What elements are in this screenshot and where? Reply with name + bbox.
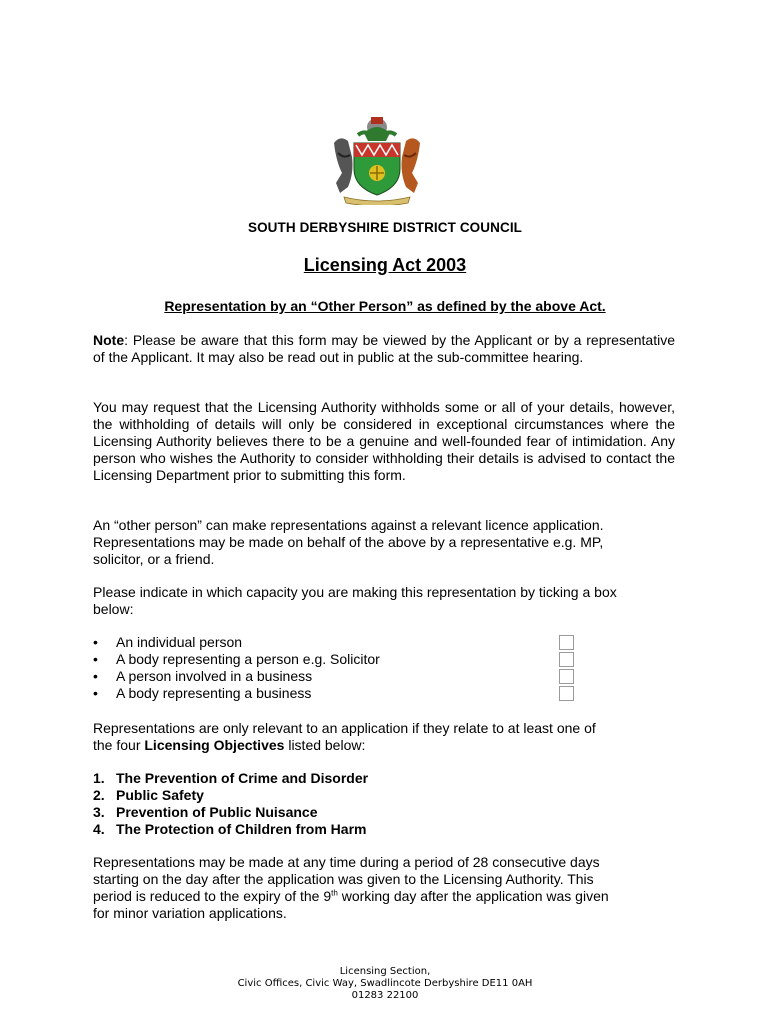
note-paragraph (93, 332, 675, 366)
capacity-option-body-person (93, 651, 593, 668)
capacity-option-label: An individual person (116, 634, 243, 650)
withhold-paragraph: You may request that the Licensing Authority withholds some or all of your details, however, the withholding of details will only be considered in exceptional circumstances where the Licensing Authority believes there to be a genuine and well-founded fear of intimidation. Any person who wishes the Authority to consider withholding their details is advised to contact the Licensing Department prior to submitting this form. (93, 399, 675, 483)
footer-phone: 01283 22100 (351, 990, 419, 1001)
timing-line (93, 888, 675, 905)
other-person-line: Representations may be made on behalf of the above by a representative e.g. MP, (93, 534, 604, 550)
objective-text: The Prevention of Crime and Disorder (116, 770, 369, 786)
capacity-instruction (93, 584, 675, 618)
checkbox-body-representing-person[interactable] (559, 652, 574, 667)
page-footer (0, 966, 770, 1002)
objective-text: Public Safety (116, 787, 204, 803)
note-label: Note (93, 332, 125, 348)
capacity-option-label: A body representing a business (116, 685, 312, 701)
objective-text: The Protection of Children from Harm (116, 821, 367, 837)
objective-item (93, 821, 368, 838)
capacity-option-body-business (93, 685, 593, 702)
bullet: • (93, 634, 98, 650)
footer-section: Licensing Section, (339, 966, 431, 977)
objectives-intro-text: the four (93, 737, 145, 753)
checkbox-individual-person[interactable] (559, 635, 574, 650)
act-title: Licensing Act 2003 (303, 255, 467, 275)
other-person-line: solicitor, or a friend. (93, 551, 215, 567)
objective-number: 1. (93, 770, 105, 786)
objective-number: 3. (93, 804, 105, 820)
objectives-intro-line: Representations are only relevant to an application if they relate to at least one of (93, 720, 596, 736)
timing-paragraph (93, 854, 675, 922)
other-person-line: An “other person” can make representations against a relevant licence application. (93, 517, 604, 533)
capacity-options-list (93, 634, 593, 702)
form-subtitle: Representation by an “Other Person” as defined by the above Act. (164, 298, 606, 314)
ordinal-suffix: th (331, 888, 338, 898)
council-coat-of-arms-icon (326, 113, 428, 205)
licensing-objectives-term: Licensing Objectives (144, 737, 285, 753)
objective-number: 2. (93, 787, 105, 803)
objective-item (93, 804, 368, 821)
timing-text: period is reduced to the expiry of the 9 (93, 888, 332, 904)
capacity-option-business-person (93, 668, 593, 685)
checkbox-body-representing-business[interactable] (559, 686, 574, 701)
timing-line: for minor variation applications. (93, 905, 287, 921)
objective-item (93, 787, 368, 804)
objective-text: Prevention of Public Nuisance (116, 804, 318, 820)
capacity-instruction-line: below: (93, 601, 134, 617)
capacity-option-individual (93, 634, 593, 651)
bullet: • (93, 685, 98, 701)
objectives-intro-text: listed below: (284, 737, 366, 753)
checkbox-person-in-business[interactable] (559, 669, 574, 684)
timing-line: starting on the day after the application was given to the Licensing Authority. This (93, 871, 594, 887)
licensing-objectives-list (93, 770, 368, 838)
council-name: SOUTH DERBYSHIRE DISTRICT COUNCIL (247, 220, 523, 235)
timing-text: working day after the application was given (337, 888, 609, 904)
capacity-option-label: A body representing a person e.g. Solicitor (116, 651, 380, 667)
objectives-intro (93, 720, 675, 754)
note-text: : Please be aware that this form may be viewed by the Applicant or by a representative of the Applicant. It may also be read out in public at the sub-committee hearing. (93, 332, 675, 365)
other-person-paragraph (93, 517, 675, 568)
objectives-intro-line (93, 737, 675, 754)
capacity-instruction-line: Please indicate in which capacity you are making this representation by ticking a box (93, 584, 617, 600)
timing-line: Representations may be made at any time during a period of 28 consecutive days (93, 854, 600, 870)
objective-item (93, 770, 368, 787)
bullet: • (93, 651, 98, 667)
bullet: • (93, 668, 98, 684)
objective-number: 4. (93, 821, 105, 837)
footer-address: Civic Offices, Civic Way, Swadlincote Derbyshire DE11 0AH (237, 978, 533, 989)
capacity-option-label: A person involved in a business (116, 668, 313, 684)
